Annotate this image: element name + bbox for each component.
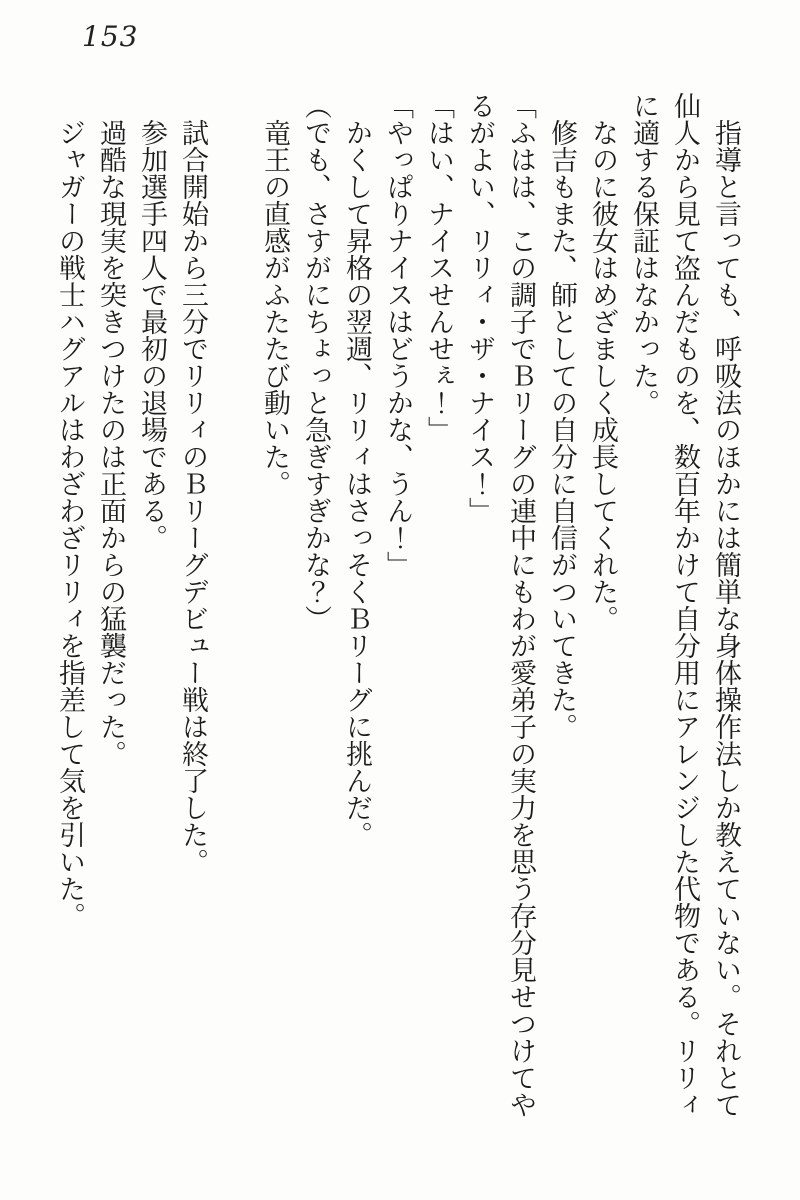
paragraph-narrative: 試合開始から三分でリリィのＢリーグデビュー戦は終了した。 [177,119,208,875]
page-number: 153 [82,20,139,53]
novel-text-body [49,92,746,1122]
paragraph-narrative: 参加選手四人で最初の退場である。 [136,119,167,551]
paragraph-dialogue: 「はい、ナイスせんせぇ！」 [423,92,454,443]
paragraph-dialogue: 「ふはは、この調子でＢリーグの連中にもわが愛弟子の実力を思う存分見せつけてやるがよい、リリィ・ザ・ナイス！」 [464,92,536,1118]
paragraph-narrative: かくして昇格の翌週、リリィはさっそくＢリーグに挑んだ。 [341,119,372,848]
paragraph-thought: （でも、さすがにちょっと急ぎすぎかな？） [300,92,331,632]
paragraph-narrative: 指導と言っても、呼吸法のほかには簡単な身体操作法しか教えていない。それとて仙人から見て盗んだものを、数百年かけて自分用にアレンジした代物である。リリィに適する保証はなかった。 [628,92,741,1118]
paragraph-narrative: なのに彼女はめざましく成長してくれた。 [587,119,618,632]
paragraph-narrative: 修吉もまた、師としての自分に自信がついてきた。 [546,119,577,740]
paragraph-narrative: 過酷な現実を突きつけたのは正面からの猛襲だった。 [95,119,126,767]
paragraph-dialogue: 「やっぱりナイスはどうかな、うん！」 [382,92,413,578]
paragraph-narrative: 竜王の直感がふたたび動いた。 [259,119,290,497]
paragraph-narrative: ジャガーの戦士ハグアルはわざわざリリィを指差して気を引いた。 [54,119,85,929]
